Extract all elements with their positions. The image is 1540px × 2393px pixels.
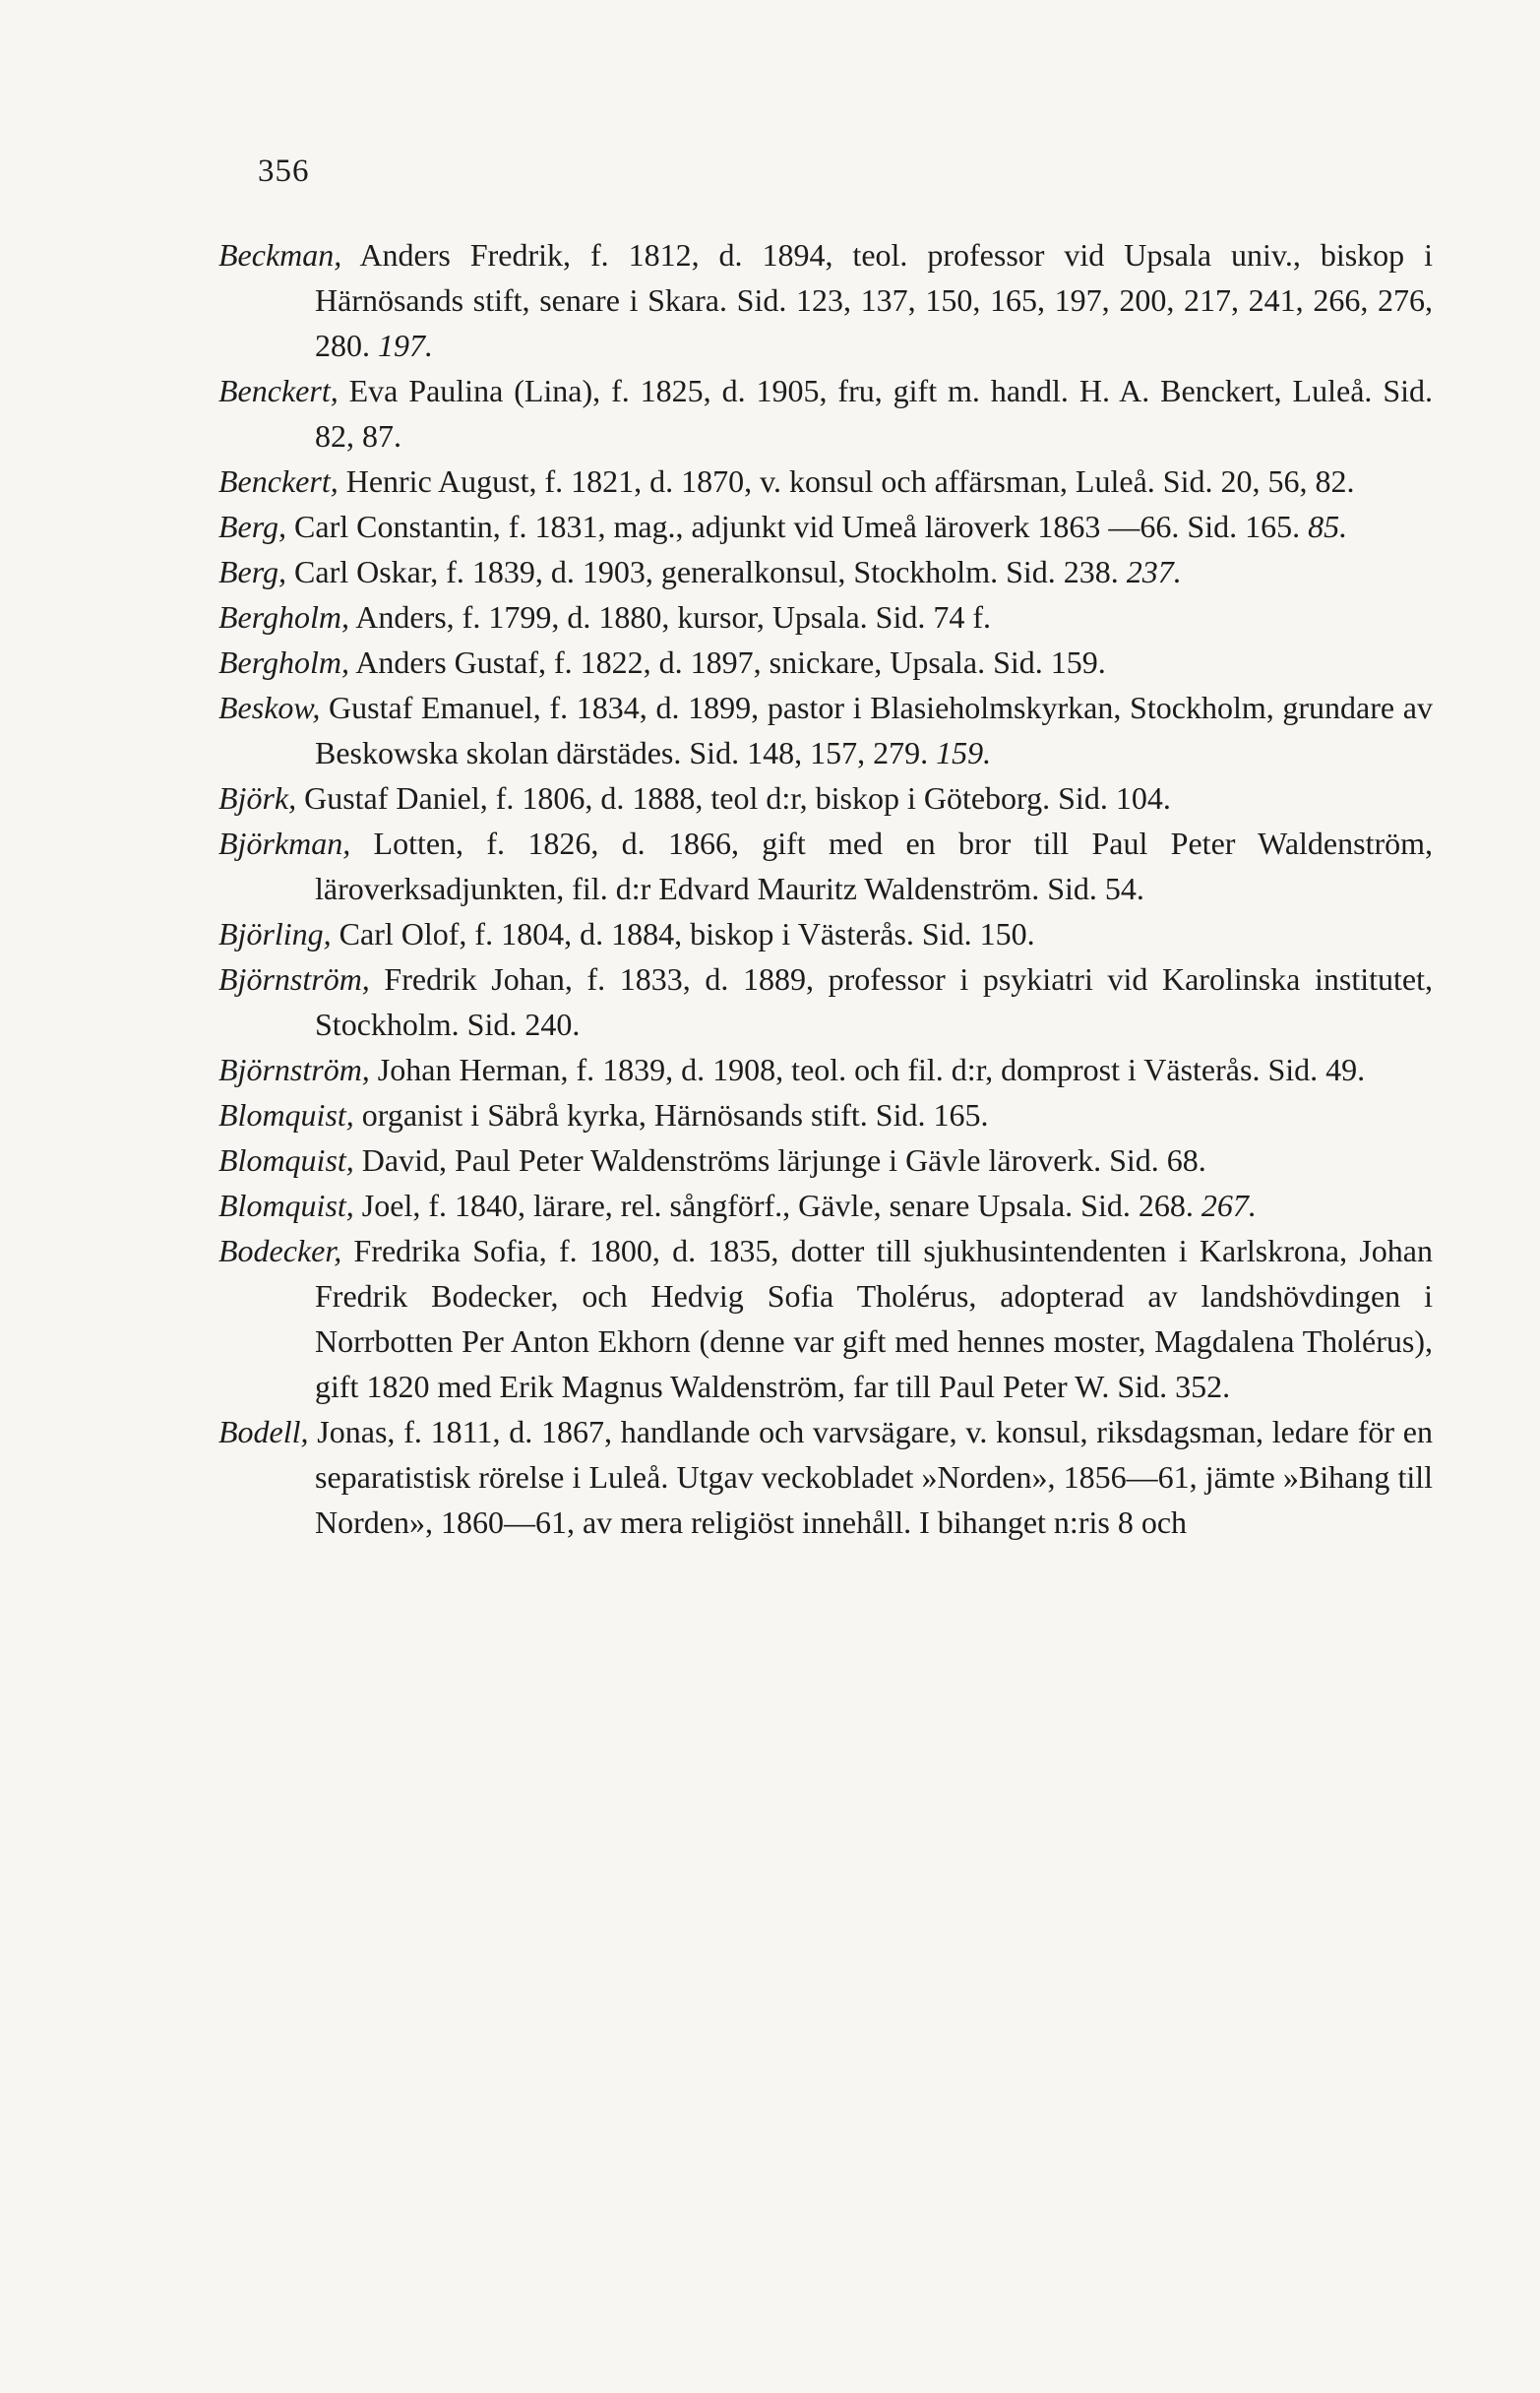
register-entry	[218, 821, 1433, 911]
entry-text: Gustaf Emanuel, f. 1834, d. 1899, pastor i Blasieholmskyrkan, Stockholm, grundare av Beskowska skolan därstädes. Sid. 148, 157, 279.	[315, 690, 1433, 770]
entry-surname: Björk,	[218, 780, 297, 816]
entry-surname: Björnström,	[218, 961, 370, 997]
entry-surname: Berg,	[218, 554, 287, 589]
entry-surname: Blomquist,	[218, 1142, 354, 1178]
entry-page-reference: 267.	[1201, 1188, 1257, 1223]
entry-text: Anders, f. 1799, d. 1880, kursor, Upsala. Sid. 74 f.	[349, 599, 992, 635]
entry-text: Fredrik Johan, f. 1833, d. 1889, professor i psykiatri vid Karolinska institutet, Stockholm. Sid. 240.	[315, 961, 1433, 1042]
register-entries	[218, 232, 1433, 1545]
register-entry	[218, 1228, 1433, 1409]
register-entry	[218, 1183, 1433, 1228]
entry-surname: Beckman,	[218, 237, 342, 273]
entry-surname: Blomquist,	[218, 1188, 354, 1223]
register-entry	[218, 956, 1433, 1047]
entry-text: Gustaf Daniel, f. 1806, d. 1888, teol d:r, biskop i Göteborg. Sid. 104.	[296, 780, 1171, 816]
entry-surname: Benckert,	[218, 373, 339, 408]
entry-surname: Bergholm,	[218, 644, 350, 680]
register-entry	[218, 232, 1433, 368]
register-entry	[218, 1092, 1433, 1137]
register-entry	[218, 549, 1433, 594]
entry-surname: Benckert,	[218, 463, 339, 499]
register-entry	[218, 594, 1433, 640]
register-entry	[218, 504, 1433, 549]
register-entry	[218, 685, 1433, 775]
entry-page-reference: 197.	[378, 328, 433, 363]
entry-page-reference: 85.	[1308, 509, 1348, 544]
register-entry	[218, 1409, 1433, 1545]
entry-text: Eva Paulina (Lina), f. 1825, d. 1905, fru, gift m. handl. H. A. Benckert, Luleå. Sid. 82, 87.	[315, 373, 1433, 454]
entry-surname: Bodell,	[218, 1414, 309, 1449]
entry-text: organist i Säbrå kyrka, Härnösands stift. Sid. 165.	[353, 1097, 989, 1133]
register-entry	[218, 775, 1433, 821]
entry-text: Anders Fredrik, f. 1812, d. 1894, teol. professor vid Upsala univ., biskop i Härnösands stift, senare i Skara. Sid. 123, 137, 150, 165, 197, 200, 217, 241, 266, 276, 280.	[315, 237, 1433, 363]
entry-text: Henric August, f. 1821, d. 1870, v. konsul och affärsman, Luleå. Sid. 20, 56, 82.	[338, 463, 1355, 499]
entry-text: Jonas, f. 1811, d. 1867, handlande och varvsägare, v. konsul, riksdagsman, ledare för en separatistisk rörelse i Luleå. Utgav veckobladet »Norden», 1856—61, jämte »Bihang till Norden», 1860—61, av mera religiöst innehåll. I bihanget n:ris 8 och	[308, 1414, 1433, 1540]
entry-surname: Bergholm,	[218, 599, 350, 635]
entry-text: Joel, f. 1840, lärare, rel. sångförf., Gävle, senare Upsala. Sid. 268.	[353, 1188, 1201, 1223]
register-entry	[218, 1137, 1433, 1183]
entry-text: Carl Constantin, f. 1831, mag., adjunkt vid Umeå läroverk 1863 —66. Sid. 165.	[286, 509, 1309, 544]
entry-surname: Björnström,	[218, 1052, 370, 1087]
entry-surname: Björkman,	[218, 826, 351, 861]
entry-surname: Berg,	[218, 509, 287, 544]
entry-text: Carl Olof, f. 1804, d. 1884, biskop i Västerås. Sid. 150.	[331, 916, 1035, 951]
entry-text: Anders Gustaf, f. 1822, d. 1897, snickare, Upsala. Sid. 159.	[349, 644, 1106, 680]
register-entry	[218, 911, 1433, 956]
entry-surname: Blomquist,	[218, 1097, 354, 1133]
register-entry	[218, 640, 1433, 685]
entry-text: Johan Herman, f. 1839, d. 1908, teol. och fil. d:r, domprost i Västerås. Sid. 49.	[369, 1052, 1366, 1087]
entry-page-reference: 159.	[936, 735, 992, 770]
entry-text: Fredrika Sofia, f. 1800, d. 1835, dotter till sjukhusintendenten i Karlskrona, Johan Fredrik Bodecker, och Hedvig Sofia Tholérus, adopterad av landshövdingen i Norrbotten Per Anton Ekhorn (denne var gift med hennes moster, Magdalena Tholérus), gift 1820 med Erik Magnus Waldenström, far till Paul Peter W. Sid. 352.	[315, 1233, 1433, 1404]
page-number: 356	[258, 153, 310, 189]
entry-text: Lotten, f. 1826, d. 1866, gift med en bror till Paul Peter Waldenström, läroverksadjunkten, fil. d:r Edvard Mauritz Waldenström. Sid. 54.	[315, 826, 1433, 906]
entry-surname: Bodecker,	[218, 1233, 342, 1268]
register-entry	[218, 1047, 1433, 1092]
register-entry	[218, 459, 1433, 504]
entry-surname: Björling,	[218, 916, 332, 951]
entry-page-reference: 237.	[1126, 554, 1182, 589]
register-entry	[218, 368, 1433, 459]
entry-surname: Beskow,	[218, 690, 321, 725]
entry-text: Carl Oskar, f. 1839, d. 1903, generalkonsul, Stockholm. Sid. 238.	[286, 554, 1127, 589]
entry-text: David, Paul Peter Waldenströms lärjunge i Gävle läroverk. Sid. 68.	[353, 1142, 1206, 1178]
